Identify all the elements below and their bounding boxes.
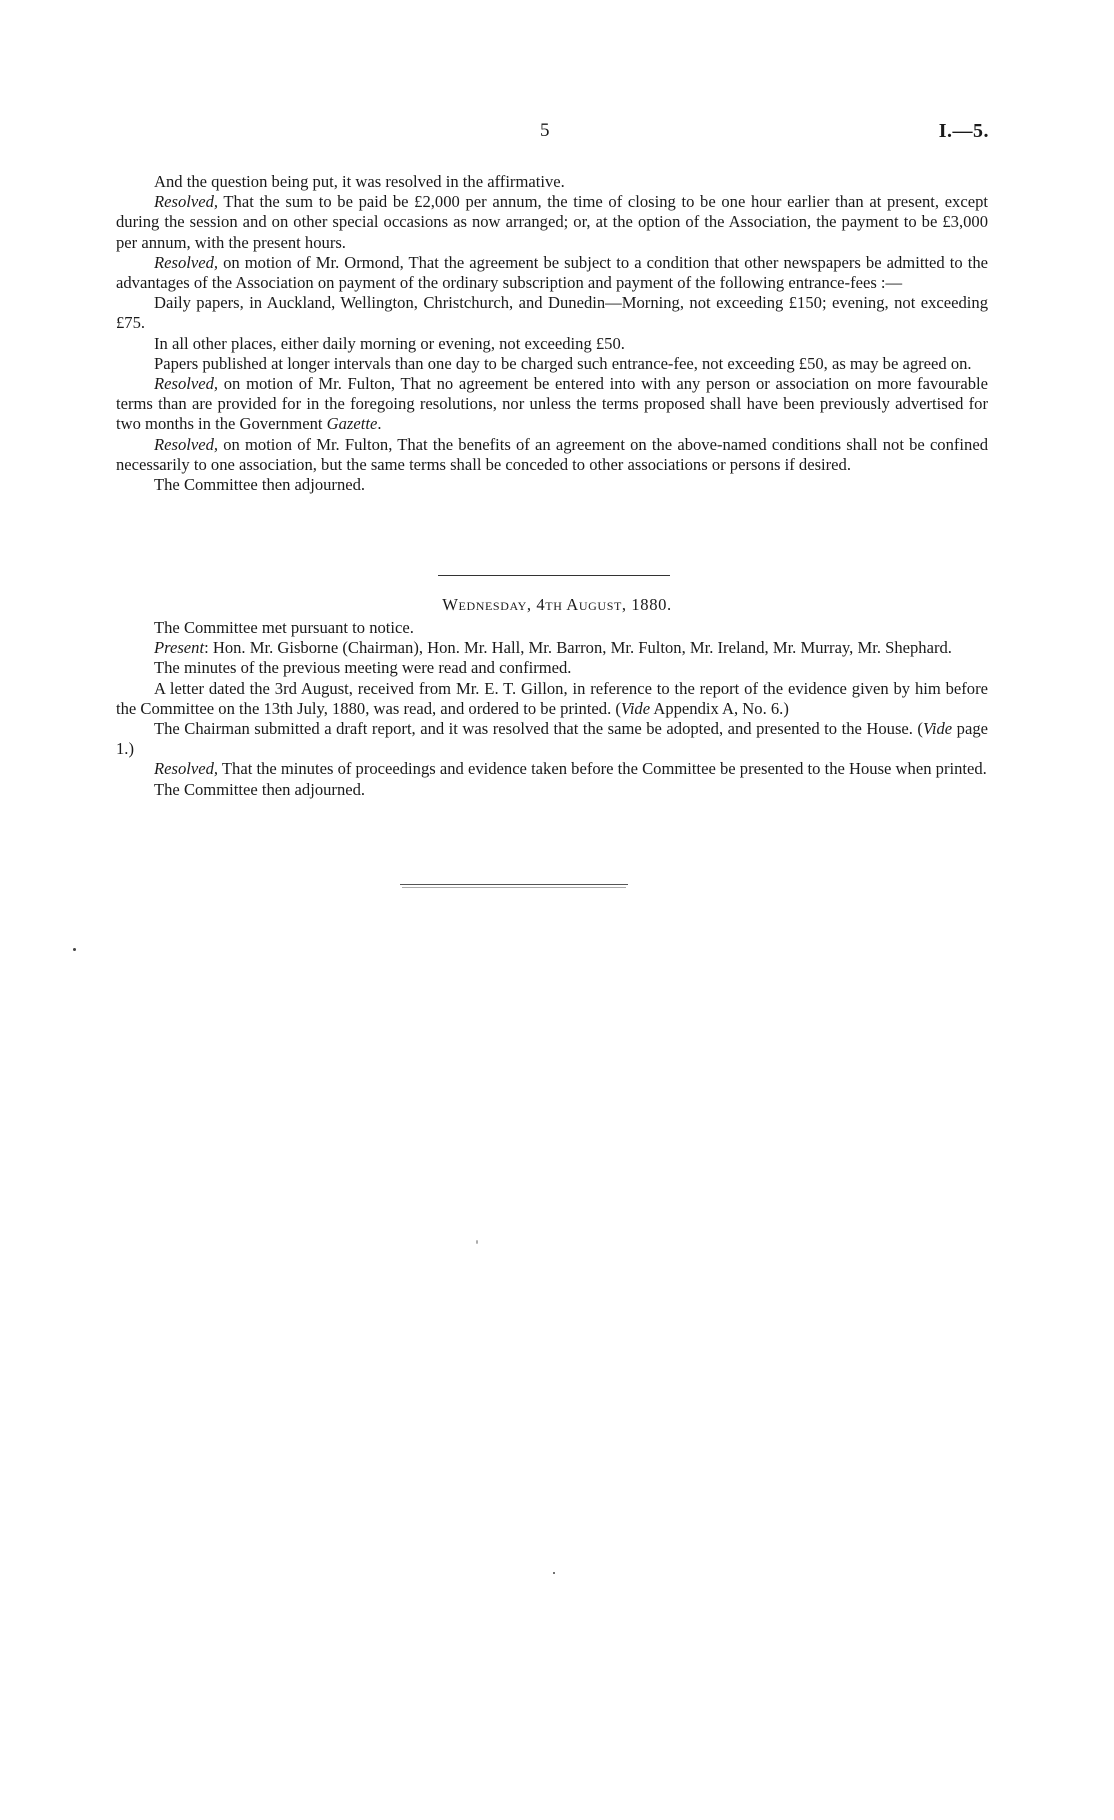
- minutes-paragraph: [116, 293, 988, 333]
- minutes-paragraph: [116, 172, 988, 192]
- paragraph-tail: .: [377, 414, 382, 434]
- minutes-paragraph: [116, 475, 988, 495]
- paragraph-lead: Resolved,: [154, 759, 219, 779]
- paragraph-text: That the sum to be paid be £2,000 per annum, the time of closing to be one hour earlier than at present, except during the session and on other special occasions as now arranged; or, at the option of the Association, the payment to be £3,000 per annum, with the present hours.: [116, 192, 988, 252]
- paragraph-text: And the question being put, it was resolved in the affirmative.: [154, 172, 565, 191]
- minutes-paragraph: [116, 435, 988, 475]
- paragraph-italic: Gazette: [326, 414, 378, 434]
- minutes-paragraph: [116, 658, 988, 678]
- minutes-section-2: [116, 618, 988, 800]
- paragraph-tail: page 1.): [116, 719, 988, 759]
- minutes-paragraph: [116, 638, 988, 658]
- paragraph-lead: Resolved,: [154, 252, 219, 272]
- minutes-paragraph: [116, 192, 988, 253]
- paragraph-text: A letter dated the 3rd August, received from Mr. E. T. Gillon, in reference to the report of the evidence given by him before the Committee on the 13th July, 1880, was read, and ordered to be printed. (: [116, 678, 988, 718]
- paragraph-text: on motion of Mr. Fulton, That no agreement be entered into with any person or association on more favourable terms than are provided for in the foregoing resolutions, nor unless the terms proposed shall have been previously advertised for two months in the Government: [116, 374, 988, 434]
- section-divider: [438, 575, 670, 576]
- document-reference: I.—5.: [938, 120, 989, 142]
- minutes-section-1: [116, 172, 988, 495]
- minutes-paragraph: [116, 780, 988, 800]
- paragraph-text: The Committee then adjourned.: [154, 475, 366, 495]
- paragraph-text: The Committee then adjourned.: [154, 779, 366, 799]
- minutes-paragraph: [116, 759, 988, 779]
- paragraph-lead: Resolved,: [154, 374, 219, 394]
- minutes-paragraph: [116, 719, 988, 759]
- paragraph-text: on motion of Mr. Ormond, That the agreement be subject to a condition that other newspapers be admitted to the advantages of the Association on payment of the ordinary subscription and payment of the following entrance-fees :—: [116, 252, 988, 293]
- paragraph-text: Papers published at longer intervals than one day to be charged such entrance-fee, not exceeding £50, as may be agreed on.: [154, 353, 972, 373]
- paragraph-text: That the minutes of proceedings and evidence taken before the Committee be presented to the House when printed.: [218, 759, 987, 779]
- paragraph-text: : Hon. Mr. Gisborne (Chairman), Hon. Mr. Hall, Mr. Barron, Mr. Fulton, Mr. Ireland, Mr. Murray, Mr. Shephard.: [204, 638, 952, 658]
- page-header: [0, 120, 1114, 150]
- end-rule-shadow: [402, 887, 626, 888]
- minutes-paragraph: [116, 354, 988, 374]
- end-rule: [400, 884, 628, 885]
- paragraph-italic: Vide: [922, 719, 953, 739]
- minutes-paragraph: [116, 374, 988, 435]
- paragraph-tail: Appendix A, No. 6.): [650, 698, 789, 718]
- page-number: 5: [540, 120, 550, 141]
- paragraph-text: The Committee met pursuant to notice.: [154, 618, 414, 637]
- paragraph-lead: Present: [154, 638, 205, 658]
- minutes-paragraph: [116, 334, 988, 354]
- paragraph-text: on motion of Mr. Fulton, That the benefits of an agreement on the above-named conditions shall not be confined necessarily to one association, but the same terms shall be conceded to other associations or persons if desired.: [116, 434, 988, 474]
- paragraph-text: The Chairman submitted a draft report, and it was resolved that the same be adopted, and presented to the House. (: [154, 719, 923, 739]
- paragraph-text: In all other places, either daily morning or evening, not exceeding £50.: [154, 333, 625, 353]
- scan-speck: [476, 1240, 478, 1244]
- scan-speck: [73, 948, 76, 951]
- minutes-paragraph: [116, 253, 988, 293]
- paragraph-text: The minutes of the previous meeting were read and confirmed.: [154, 658, 572, 678]
- paragraph-italic: Vide: [620, 698, 651, 718]
- meeting-date-heading: Wednesday, 4th August, 1880.: [442, 595, 672, 614]
- scan-speck: [553, 1572, 555, 1574]
- minutes-paragraph: [116, 618, 988, 638]
- paragraph-lead: Resolved,: [154, 434, 219, 454]
- paragraph-text: Daily papers, in Auckland, Wellington, Christchurch, and Dunedin—Morning, not exceeding £150; evening, not exceeding £75.: [116, 293, 988, 333]
- minutes-paragraph: [116, 679, 988, 719]
- paragraph-lead: Resolved,: [154, 192, 219, 212]
